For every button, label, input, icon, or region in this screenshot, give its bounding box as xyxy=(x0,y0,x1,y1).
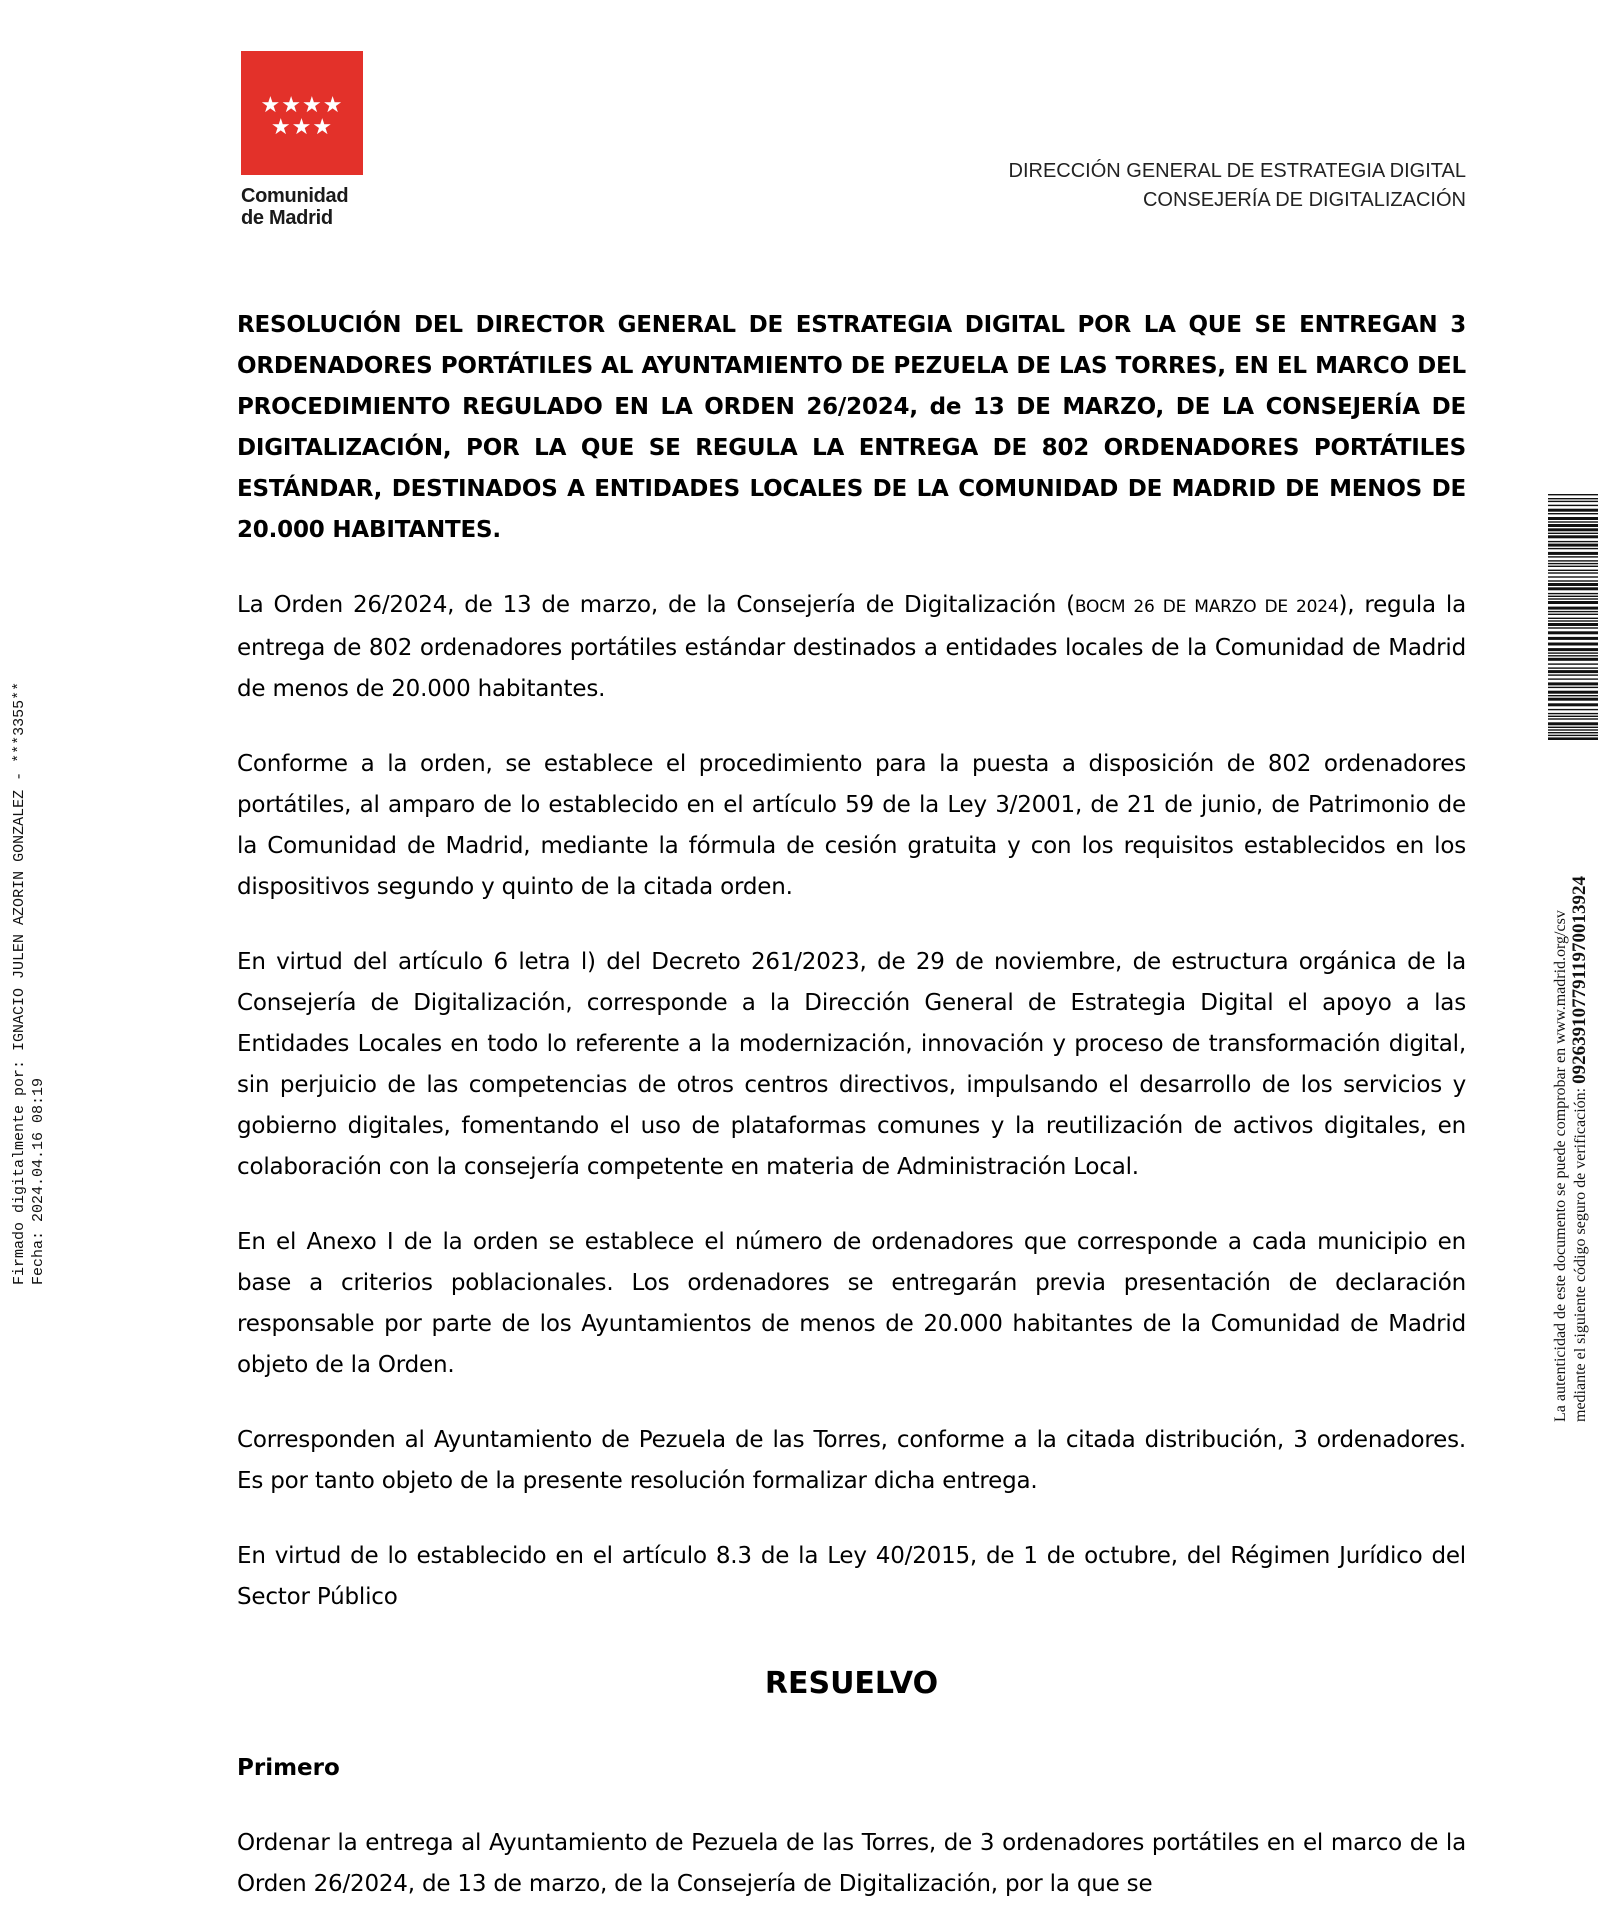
paragraph-3: En virtud del artículo 6 letra l) del Decreto 261/2023, de 29 de noviembre, de estructura orgánica de la Consejería de Digitalización, corresponde a la Dirección General de Estrategia Digital el apoyo a las Entidades Locales en todo lo referente a la modernización, innovación y proceso de transformación digital, sin perjuicio de las competencias de otros centros directivos, impulsando el desarrollo de los servicios y gobierno digitales, fomentando el uso de plataformas comunes y la reutilización de activos digitales, en colaboración con la consejería competente en materia de Administración Local. xyxy=(237,949,1466,1180)
barcode-bar xyxy=(1548,674,1598,675)
barcode-bar xyxy=(1548,544,1598,547)
logo-text xyxy=(241,185,366,229)
barcode-bar xyxy=(1548,580,1598,581)
barcode-bar xyxy=(1548,570,1598,571)
barcode-bar xyxy=(1548,533,1598,534)
barcode-bar xyxy=(1548,556,1598,557)
barcode-bar xyxy=(1548,587,1598,590)
logo-stars-bottom: ★★★ xyxy=(270,115,334,140)
barcode-bar xyxy=(1548,682,1598,685)
barcode-bar xyxy=(1548,611,1598,612)
barcode-bar xyxy=(1548,513,1598,514)
signature-line-1: Firmado digitalmente por: IGNACIO JULEN AZORIN GONZALEZ - ***3355** xyxy=(11,681,28,1285)
resuelvo-heading: RESUELVO xyxy=(764,1666,939,1701)
barcode-bar xyxy=(1548,566,1598,567)
verification-code: 0926391077911970013924 xyxy=(1569,875,1590,1084)
verification-note xyxy=(1551,876,1590,1422)
barcode-bar xyxy=(1548,505,1598,506)
barcode xyxy=(1548,494,1598,740)
barcode-bar xyxy=(1548,563,1598,564)
barcode-bar xyxy=(1548,637,1598,640)
barcode-bar xyxy=(1548,627,1598,628)
barcode-bar xyxy=(1548,572,1598,573)
barcode-bar xyxy=(1548,494,1598,495)
barcode-bar xyxy=(1548,498,1598,499)
verification-line-2 xyxy=(1570,876,1590,1422)
barcode-bar xyxy=(1548,695,1598,696)
barcode-bar xyxy=(1548,737,1598,740)
barcode-bar xyxy=(1548,560,1598,561)
barcode-bar xyxy=(1548,713,1598,714)
logo-flag xyxy=(241,51,363,175)
barcode-bar xyxy=(1548,732,1598,733)
barcode-bar xyxy=(1548,648,1598,651)
barcode-bar xyxy=(1548,509,1598,512)
paragraph-7: Ordenar la entrega al Ayuntamiento de Pezuela de las Torres, de 3 ordenadores portátiles en el marco de la Orden 26/2024, de 13 de marzo, de la Consejería de Digitalización, por la que se xyxy=(237,1830,1466,1897)
barcode-bar xyxy=(1548,548,1598,549)
header-line-2: CONSEJERÍA DE DIGITALIZACIÓN xyxy=(1142,189,1466,211)
header-line-1: DIRECCIÓN GENERAL DE ESTRATEGIA DIGITAL xyxy=(1008,160,1466,182)
barcode-bar xyxy=(1548,727,1598,728)
comunidad-de-madrid-logo xyxy=(241,51,366,229)
barcode-bar xyxy=(1548,716,1598,717)
barcode-bar xyxy=(1548,614,1598,615)
barcode-bar xyxy=(1548,703,1598,706)
barcode-bar xyxy=(1548,576,1598,577)
barcode-bar xyxy=(1548,722,1598,725)
verification-line-1: La autenticidad de este documento se puede comprobar en www.madrid.org/csv xyxy=(1552,910,1569,1422)
digital-signature xyxy=(10,682,48,1285)
barcode-bar xyxy=(1548,596,1598,597)
paragraph-5: Corresponden al Ayuntamiento de Pezuela de las Torres, conforme a la citada distribución, 3 ordenadores. Es por tanto objeto de la presente resolución formalizar dicha entrega. xyxy=(237,1427,1466,1494)
barcode-bar xyxy=(1548,691,1598,694)
barcode-bar xyxy=(1548,735,1598,736)
primero-heading: Primero xyxy=(237,1755,340,1781)
barcode-bar xyxy=(1548,670,1598,673)
barcode-bar xyxy=(1548,501,1598,502)
bocm-reference: BOCM 26 DE MARZO DE 2024 xyxy=(1074,597,1339,617)
paragraph-1 xyxy=(237,585,1466,710)
barcode-bar xyxy=(1548,535,1598,538)
barcode-bar xyxy=(1548,667,1598,668)
barcode-bar xyxy=(1548,698,1598,701)
paragraph-6: En virtud de lo establecido en el artículo 8.3 de la Ley 40/2015, de 1 de octubre, del Régimen Jurídico del Sector Público xyxy=(237,1543,1466,1610)
barcode-bar xyxy=(1548,607,1598,610)
barcode-bar xyxy=(1548,652,1598,653)
barcode-bar xyxy=(1548,663,1598,664)
paragraph-2: Conforme a la orden, se establece el procedimiento para la puesta a disposición de 802 ordenadores portátiles, al amparo de lo establecido en el artículo 59 de la Ley 3/2001, de 21 de junio, de Patrimonio de la Comunidad de Madrid, mediante la fórmula de cesión gratuita y con los requisitos establecidos en los dispositivos segundo y quinto de la citada orden. xyxy=(237,751,1466,900)
resolution-title: RESOLUCIÓN DEL DIRECTOR GENERAL DE ESTRATEGIA DIGITAL POR LA QUE SE ENTREGAN 3 ORDENADORES PORTÁTILES AL AYUNTAMIENTO DE PEZUELA DE LAS TORRES, EN EL MARCO DEL PROCEDIMIENTO REGULADO EN LA ORDEN 26/2024, de 13 DE MARZO, DE LA CONSEJERÍA DE DIGITALIZACIÓN, POR LA QUE SE REGULA LA ENTREGA DE 802 ORDENADORES PORTÁTILES ESTÁNDAR, DESTINADOS A ENTIDADES LOCALES DE LA COMUNIDAD DE MADRID DE MENOS DE 20.000 HABITANTES. xyxy=(237,312,1466,543)
barcode-bar xyxy=(1548,658,1598,661)
barcode-bar xyxy=(1548,655,1598,656)
barcode-bar xyxy=(1548,618,1598,619)
barcode-bar xyxy=(1548,729,1598,730)
department-header xyxy=(1009,157,1467,215)
verification-label: mediante el siguiente código seguro de verificación: xyxy=(1572,1087,1589,1422)
barcode-bar xyxy=(1548,643,1598,646)
logo-name-line2: de Madrid xyxy=(241,207,333,229)
barcode-bar xyxy=(1548,598,1598,599)
barcode-bar xyxy=(1548,552,1598,555)
barcode-bar xyxy=(1548,593,1598,594)
barcode-bar xyxy=(1548,583,1598,586)
barcode-bar xyxy=(1548,620,1598,621)
barcode-bar xyxy=(1548,709,1598,710)
document-body xyxy=(237,305,1466,1905)
barcode-bar xyxy=(1548,623,1598,626)
barcode-bar xyxy=(1548,541,1598,542)
barcode-bar xyxy=(1548,528,1598,531)
signature-line-2: Fecha: 2024.04.16 08:19 xyxy=(30,1077,47,1285)
barcode-bar xyxy=(1548,517,1598,520)
paragraph-1-before: La Orden 26/2024, de 13 de marzo, de la Consejería de Digitalización ( xyxy=(237,592,1075,618)
paragraph-1-after: ), regula la entrega de 802 ordenadores portátiles estándar destinados a entidades locales de la Comunidad de Madrid de menos de 20.000 habitantes. xyxy=(237,592,1466,702)
barcode-bar xyxy=(1548,521,1598,522)
barcode-bar xyxy=(1548,678,1598,679)
barcode-bar xyxy=(1548,631,1598,634)
barcode-bar xyxy=(1548,718,1598,719)
barcode-bar xyxy=(1548,601,1598,604)
logo-stars-top: ★★★★ xyxy=(260,93,344,118)
paragraph-4: En el Anexo I de la orden se establece el número de ordenadores que corresponde a cada municipio en base a criterios poblacionales. Los ordenadores se entregarán previa presentación de declaración responsable por parte de los Ayuntamientos de menos de 20.000 habitantes de la Comunidad de Madrid objeto de la Orden. xyxy=(237,1229,1466,1378)
barcode-bar xyxy=(1548,524,1598,527)
logo-name-line1: Comunidad xyxy=(241,185,349,207)
barcode-bar xyxy=(1548,687,1598,688)
